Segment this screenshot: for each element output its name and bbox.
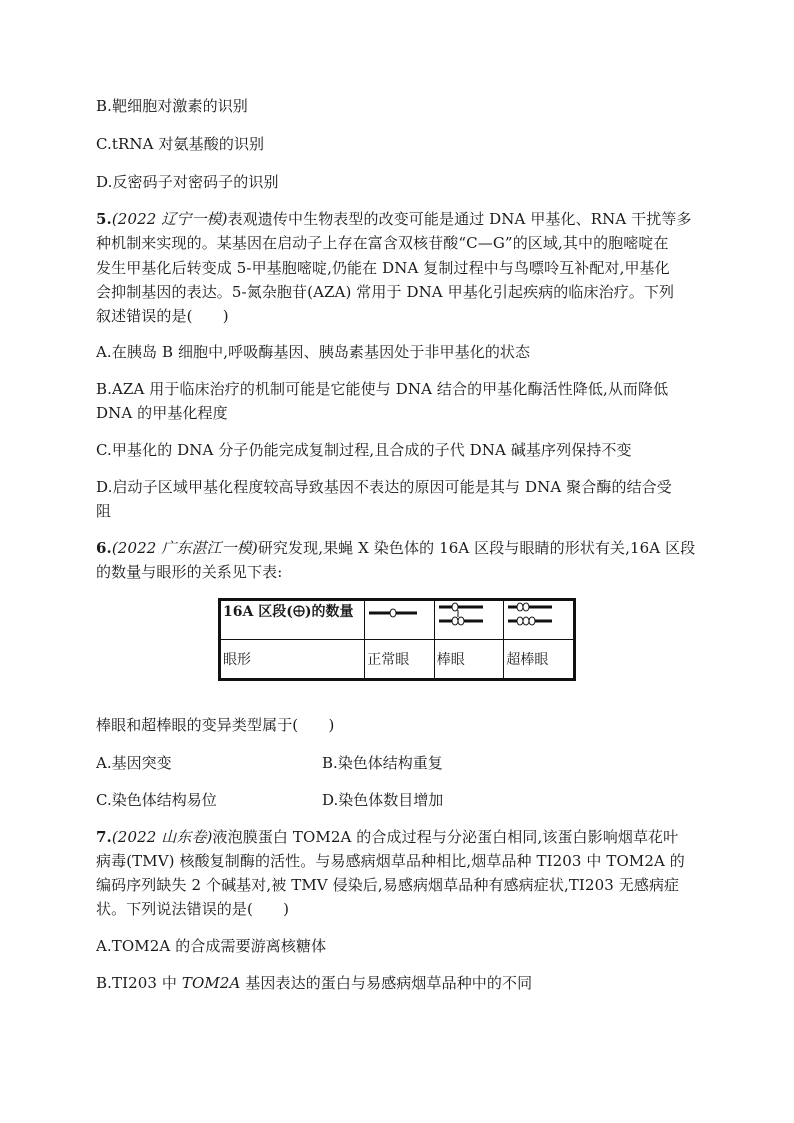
q4-option-c: C.tRNA 对氨基酸的识别 [96, 135, 265, 153]
q7-stem-text: 液泡膜蛋白 TOM2A 的合成过程与分泌蛋白相同,该蛋白影响烟草花叶 [212, 828, 679, 846]
q7-stem-line-1 [96, 825, 696, 849]
q6-options-row-2 [96, 788, 696, 812]
q7-stem-line-4: 状。下列说法错误的是( ) [96, 900, 290, 918]
chromosome-two-segment-icon [437, 601, 495, 627]
eye-shape-header: 眼形 [220, 640, 365, 680]
q6-option-c: C.染色体结构易位 [96, 791, 217, 809]
q5-source: (2022 辽宁一模) [111, 210, 228, 228]
q7-option-a: A.TOM2A 的合成需要游离核糖体 [96, 937, 327, 955]
q5-option-b-line-2: DNA 的甲基化程度 [96, 404, 228, 422]
q6-question: 棒眼和超棒眼的变异类型属于( ) [96, 716, 335, 734]
eye-shape-normal: 正常眼 [365, 640, 435, 680]
q6-stem-line-1 [96, 536, 696, 560]
q4-option-d: D.反密码子对密码子的识别 [96, 173, 279, 191]
q6-source: (2022 广东湛江一模) [111, 539, 258, 557]
q7-option-b-gene: TOM2A [181, 974, 241, 992]
q6-option-b: B.染色体结构重复 [322, 754, 443, 772]
q7-source: (2022 山东卷) [111, 828, 213, 846]
q7-option-b [96, 971, 696, 995]
q5-stem-text: 表观遗传中生物表型的改变可能是通过 DNA 甲基化、RNA 干扰等多 [227, 210, 692, 228]
chromosome-one-segment-icon [367, 601, 425, 621]
eye-shape-double-bar: 超棒眼 [504, 640, 575, 680]
q6-stem-text: 研究发现,果蝇 X 染色体的 16A 区段与眼睛的形状有关,16A 区段 [257, 539, 696, 557]
q7-stem-line-2: 病毒(TMV) 核酸复制酶的活性。与易感病烟草品种相比,烟草品种 TI203 中 TOM2A 的 [96, 852, 685, 870]
q5-option-a: A.在胰岛 B 细胞中,呼吸酶基因、胰岛素基因处于非甲基化的状态 [96, 343, 531, 361]
segment-symbol-icon [293, 605, 305, 617]
q4-option-b: B.靶细胞对激素的识别 [96, 97, 248, 115]
q5-stem-line-1 [96, 207, 696, 231]
q6-option-a: A.基因突变 [96, 754, 172, 772]
segment-count-label-a: 16A 区段( [223, 604, 293, 620]
segment-count-label-b: )的数量 [304, 604, 354, 620]
q7-option-b-part-1: B.TI203 中 [96, 974, 182, 992]
eye-shape-table [218, 598, 576, 681]
eye-shape-bar: 棒眼 [434, 640, 504, 680]
chromosome-one-segment-cell [365, 600, 435, 640]
q7-number: 7. [96, 828, 112, 846]
q5-stem-line-3: 发生甲基化后转变成 5-甲基胞嘧啶,仍能在 DNA 复制过程中与鸟嘌呤互补配对,甲基化 [96, 259, 670, 277]
q6-stem-line-2: 的数量与眼形的关系见下表: [96, 563, 283, 581]
chromosome-three-segment-icon [506, 601, 564, 627]
q5-stem-line-4: 会抑制基因的表达。5-氮杂胞苷(AZA) 常用于 DNA 甲基化引起疾病的临床治疗。下列 [96, 283, 675, 301]
q7-option-b-part-2: 基因表达的蛋白与易感病烟草品种中的不同 [240, 974, 533, 992]
q6-number: 6. [96, 539, 112, 557]
q5-option-d-line-1: D.启动子区域甲基化程度较高导致基因不表达的原因可能是其与 DNA 聚合酶的结合受 [96, 478, 672, 496]
chromosome-two-segment-cell [434, 600, 504, 640]
q7-stem-line-3: 编码序列缺失 2 个碱基对,被 TMV 侵染后,易感病烟草品种有感病症状,TI203 无感病症 [96, 876, 680, 894]
q5-option-c: C.甲基化的 DNA 分子仍能完成复制过程,且合成的子代 DNA 碱基序列保持不变 [96, 441, 632, 459]
table-row [220, 600, 575, 640]
q6-options-row-1 [96, 751, 696, 775]
table-header-cell [220, 600, 365, 640]
chromosome-three-segment-cell [504, 600, 575, 640]
q5-stem-line-5: 叙述错误的是( ) [96, 307, 229, 325]
q5-option-b-line-1: B.AZA 用于临床治疗的机制可能是它能使与 DNA 结合的甲基化酶活性降低,从而降低 [96, 380, 669, 398]
q5-stem-line-2: 种机制来实现的。某基因在启动子上存在富含双核苷酸“C—G”的区域,其中的胞嘧啶在 [96, 234, 669, 252]
q6-option-d: D.染色体数目增加 [322, 791, 444, 809]
table-row [220, 640, 575, 680]
q5-option-d-line-2: 阻 [96, 502, 112, 520]
q5-number: 5. [96, 210, 112, 228]
